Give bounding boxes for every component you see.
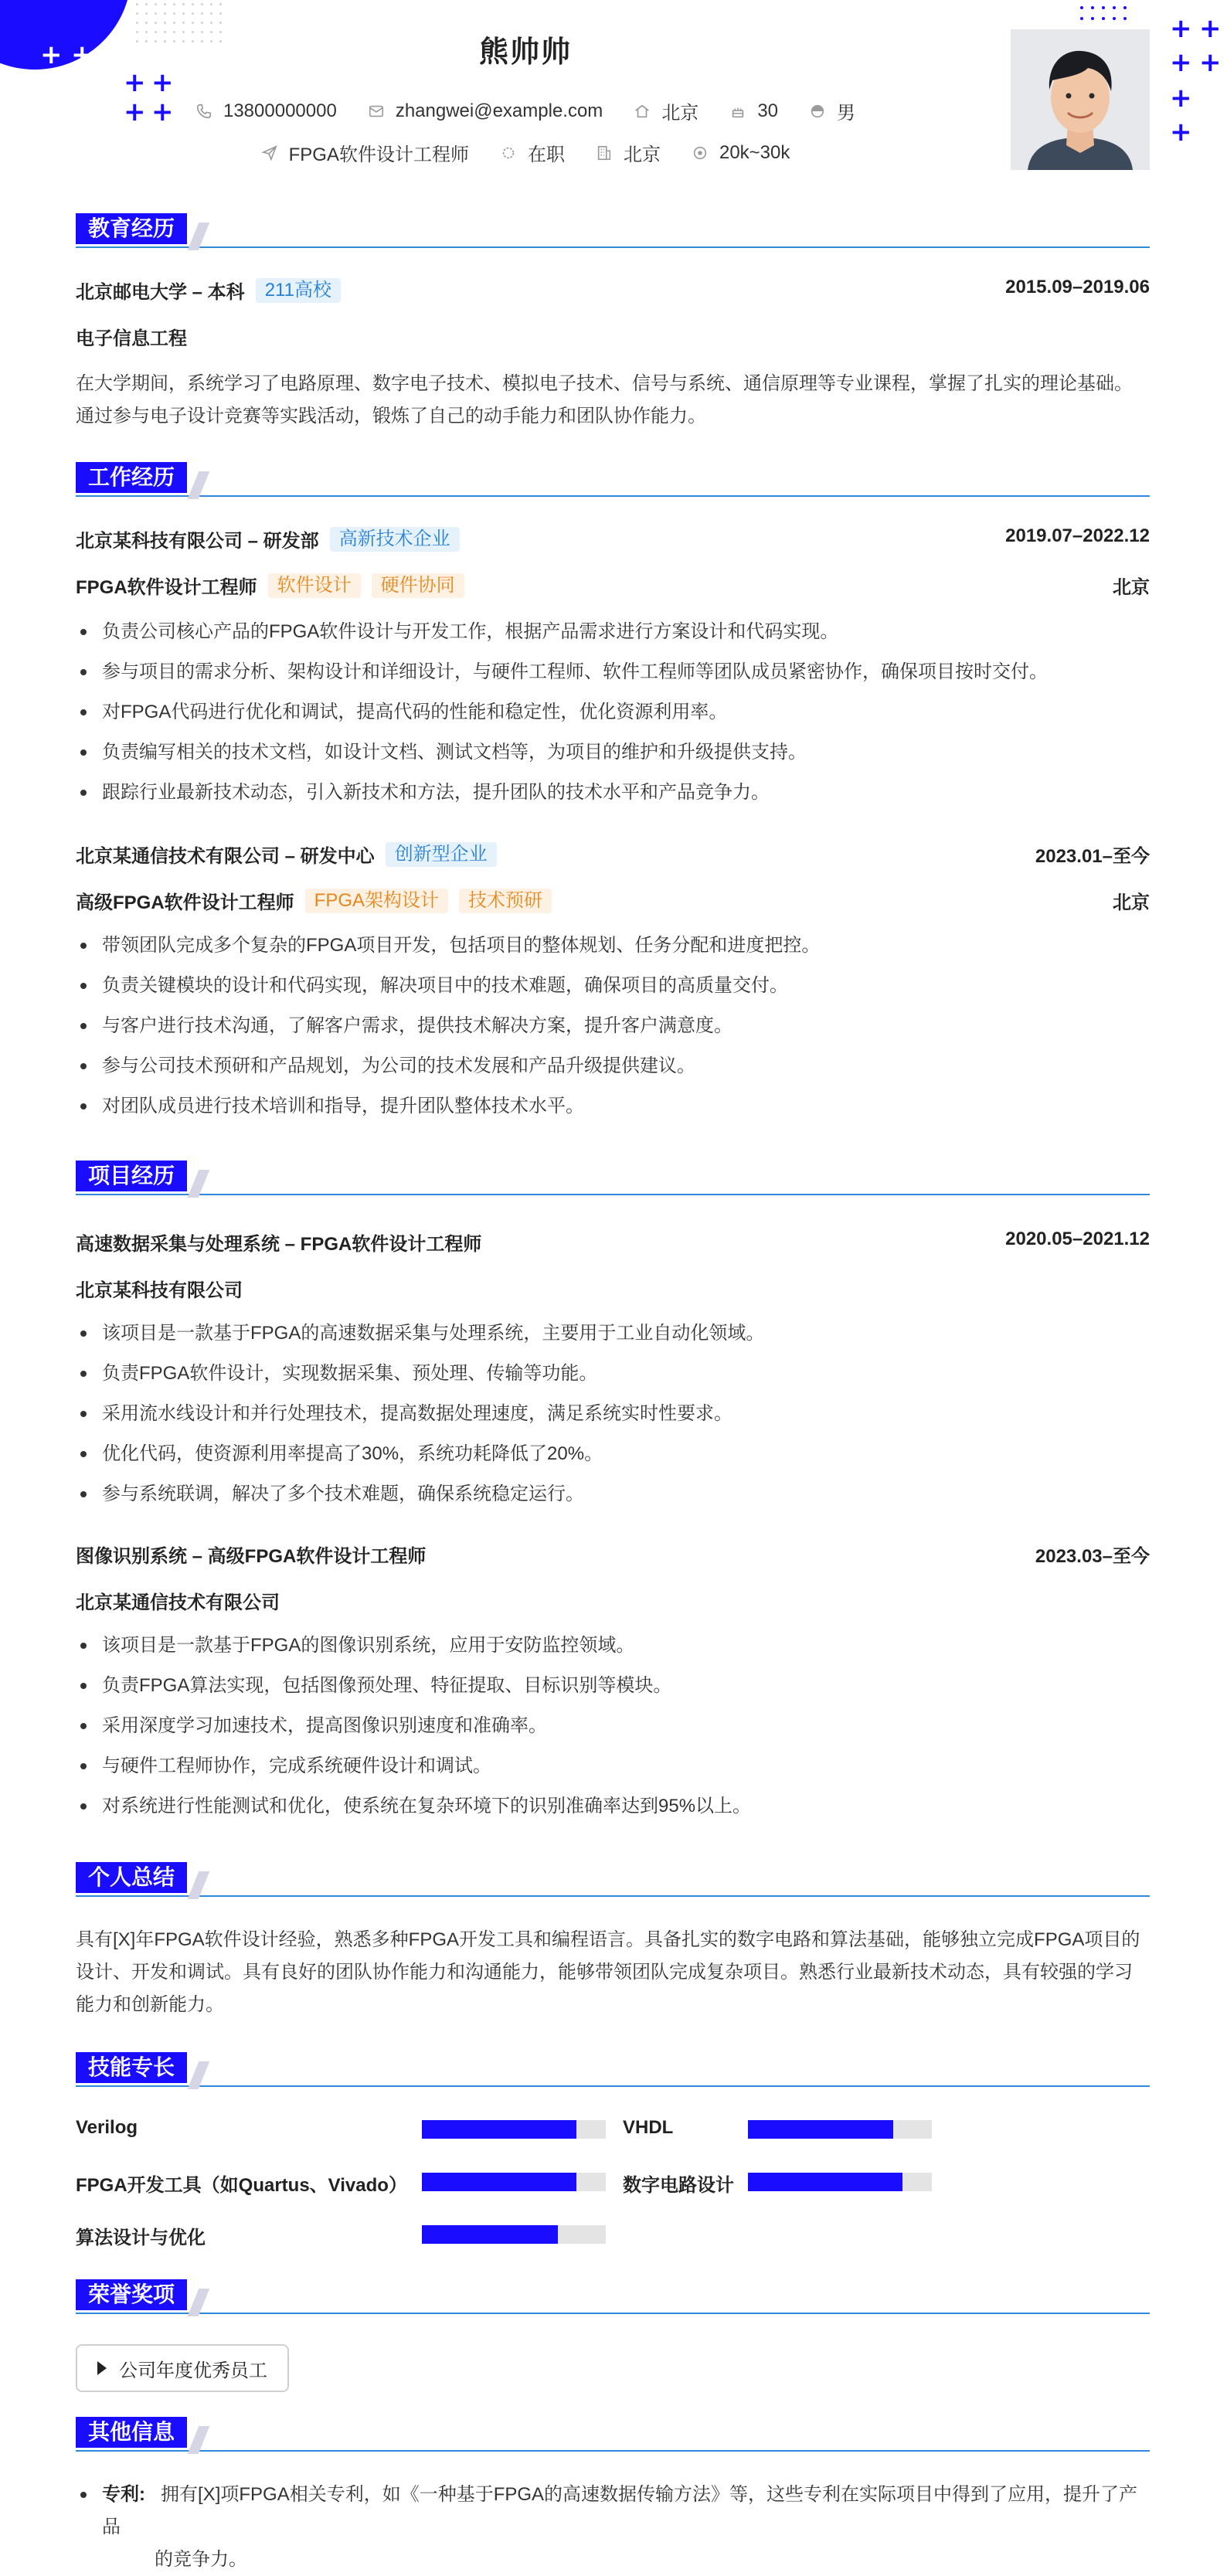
send-icon [261,144,278,161]
skill-bar [422,2225,606,2244]
email-item [368,100,603,122]
skill-bar-fill [422,2120,576,2139]
section-title-awards [76,2279,1150,2313]
mail-icon [368,103,385,120]
job-title-item [261,139,469,166]
city-item [596,139,661,166]
plus-decoration-icon: + [124,97,146,127]
plus-decoration-icon: + [1170,13,1192,44]
work-bullets [76,618,1150,819]
gender-text: 男 [837,103,856,124]
section-label: 工作经历 [76,462,187,493]
section-title-education [76,213,1150,247]
plus-decoration-icon: + [124,67,146,98]
list-item: 与硬件工程师协作，完成系统硬件设计和调试。 [76,1752,1150,1793]
list-item: 该项目是一款基于FPGA的图像识别系统，应用于安防监控领域。 [76,1632,1150,1672]
role-tag: FPGA架构设计 [305,889,448,913]
work-city: 北京 [1113,577,1150,598]
list-item: 对系统进行性能测试和优化，使系统在复杂环境下的识别准确率达到95%以上。 [76,1793,1150,1833]
list-item: 跟踪行业最新技术动态，引入新技术和方法，提升团队的技术水平和产品竞争力。 [76,779,1150,819]
other-text: 拥有[X]项FPGA相关专利，如《一种基于FPGA的高速数据传输方法》等，这些专利在实际项目中得到了应用，提升了产品 [102,2484,1138,2537]
other-info-item [76,2479,1150,2576]
role-name: 高级FPGA软件设计工程师 [76,892,294,913]
education-date: 2015.09–2019.06 [1005,277,1150,297]
role-name: FPGA软件设计工程师 [76,577,257,598]
plus-decoration-icon: + [1199,13,1222,44]
dot-pattern-blue [1080,6,1127,20]
school-name: 北京邮电大学 – 本科 [76,282,245,303]
candidate-name: 熊帅帅 [478,36,572,69]
plus-decoration-icon: + [71,70,93,101]
role-tag: 硬件协同 [372,573,464,598]
work-bullets [76,932,1150,1133]
skill-name: VHDL [623,2117,674,2138]
list-item: 参与系统联调，解决了多个技术难题，确保系统稳定运行。 [76,1480,1150,1521]
building-icon [596,144,613,161]
company-name: 北京某通信技术有限公司 – 研发中心 [76,846,375,867]
section-title-other [76,2417,1150,2451]
summary-line: 能力和创新能力。 [76,1994,224,2015]
other-text-cont: 的竞争力。 [155,2549,247,2570]
list-item: 负责FPGA算法实现，包括图像预处理、特征提取、目标识别等模块。 [76,1672,1150,1712]
plus-decoration-icon: + [40,39,63,70]
list-item: 负责编写相关的技术文档，如设计文档、测试文档等，为项目的维护和升级提供支持。 [76,739,1150,779]
role-tag: 软件设计 [268,573,361,598]
skill-name: 算法设计与优化 [76,2228,206,2248]
job-info-row [0,139,1051,166]
plus-decoration-icon: + [1170,83,1192,114]
summary-line: 具有[X]年FPGA软件设计经验，熟悉多种FPGA开发工具和编程语言。具备扎实的数字电路和算法基础，能够独立完成FPGA项目的 [76,1929,1140,1950]
project-title: 高速数据采集与处理系统 – FPGA软件设计工程师 [76,1234,482,1255]
major-name: 电子信息工程 [76,328,187,349]
gender-item [809,97,855,124]
list-item: 优化代码，使资源利用率提高了30%，系统功耗降低了20%。 [76,1440,1150,1480]
skill-name: Verilog [76,2117,138,2138]
company-badge: 高新技术企业 [330,527,460,552]
project-company-name: 北京某通信技术有限公司 [76,1592,280,1613]
list-item: 对团队成员进行技术培训和指导，提升团队整体技术水平。 [76,1093,1150,1133]
age-item [729,100,778,122]
summary-line: 设计、开发和调试。具有良好的团队协作能力和沟通能力，能够带领团队完成复杂项目。熟悉行业最新技术动态，具有较强的学习 [76,1962,1133,1983]
age-text: 30 [757,100,779,121]
list-item: 负责关键模块的设计和代码实现，解决项目中的技术难题，确保项目的高质量交付。 [76,972,1150,1012]
skill-bar-fill [422,2173,576,2191]
home-icon [634,103,651,120]
role-tag: 技术预研 [459,889,552,913]
education-desc-line: 通过参与电子设计竞赛等实践活动，锻炼了自己的动手能力和团队协作能力。 [76,406,706,427]
plus-decoration-icon: + [71,39,93,70]
section-label: 项目经历 [76,1161,187,1191]
skill-bar-fill [748,2120,893,2139]
section-label: 个人总结 [76,1862,187,1893]
skill-bar-fill [748,2173,902,2191]
skill-bar [422,2173,606,2191]
list-item: 负责公司核心产品的FPGA软件设计与开发工作，根据产品需求进行方案设计和代码实现。 [76,618,1150,658]
project-company-name: 北京某科技有限公司 [76,1280,243,1301]
salary-item [692,142,790,164]
plus-decoration-icon: + [40,70,63,101]
section-title-summary [76,1862,1150,1896]
section-title-work [76,462,1150,496]
status-icon [500,144,517,161]
section-title-projects [76,1161,1150,1195]
phone-number: 13800000000 [223,100,337,121]
skill-bar-fill [422,2225,558,2244]
section-label: 教育经历 [76,213,187,244]
work-date: 2023.01–至今 [1035,846,1150,867]
list-item: 与客户进行技术沟通，了解客户需求，提供技术解决方案，提升客户满意度。 [76,1012,1150,1052]
skill-name: 数字电路设计 [623,2175,734,2196]
phone-item [195,100,337,122]
work-date: 2019.07–2022.12 [1005,525,1150,546]
plus-decoration-icon: + [151,67,174,98]
list-item: 该项目是一款基于FPGA的高速数据采集与处理系统，主要用于工业自动化领域。 [76,1320,1150,1360]
work-city: 北京 [1113,892,1150,913]
plus-decoration-icon: + [151,97,174,127]
play-triangle-icon [97,2361,107,2375]
list-item: 负责FPGA软件设计，实现数据采集、预处理、传输等功能。 [76,1360,1150,1400]
section-label: 荣誉奖项 [76,2279,187,2310]
list-item: 对FPGA代码进行优化和调试，提高代码的性能和稳定性，优化资源利用率。 [76,698,1150,739]
project-date: 2023.03–至今 [1035,1546,1150,1567]
company-name: 北京某科技有限公司 – 研发部 [76,531,319,552]
list-item: 采用深度学习加速技术，提高图像识别速度和准确率。 [76,1712,1150,1752]
status-text: 在职 [527,144,565,165]
other-label: 专利: [102,2484,145,2505]
list-item: 参与公司技术预研和产品规划，为公司的技术发展和产品升级提供建议。 [76,1052,1150,1093]
skill-bar [748,2173,932,2191]
list-item: 参与项目的需求分析、架构设计和详细设计，与硬件工程师、软件工程师等团队成员紧密协作，确保项目按时交付。 [76,658,1150,698]
job-title: FPGA软件设计工程师 [288,144,469,165]
section-title-skills [76,2052,1150,2086]
list-item: 带领团队完成多个复杂的FPGA项目开发，包括项目的整体规划、任务分配和进度把控。 [76,932,1150,972]
age-icon [729,103,746,120]
section-label: 技能专长 [76,2052,187,2083]
project-bullets [76,1320,1150,1521]
school-badge: 211高校 [256,278,341,303]
city-text: 北京 [623,144,661,165]
email-address: zhangwei@example.com [395,100,603,121]
award-label: 公司年度优秀员工 [119,2360,267,2381]
list-item: 采用流水线设计和并行处理技术，提高数据处理速度，满足系统实时性要求。 [76,1400,1150,1440]
skill-name: FPGA开发工具（如Quartus、Vivado） [76,2175,407,2196]
plus-decoration-icon: + [1170,117,1192,148]
project-title: 图像识别系统 – 高级FPGA软件设计工程师 [76,1546,427,1567]
company-badge: 创新型企业 [386,842,497,867]
phone-icon [195,103,212,120]
gender-icon [809,103,826,120]
award-item[interactable] [76,2344,289,2392]
section-label: 其他信息 [76,2417,187,2448]
plus-decoration-icon: + [1199,47,1222,78]
status-item [500,139,565,166]
plus-decoration-icon: + [1170,47,1192,78]
summary-text [76,1924,1150,2021]
education-description [76,368,1150,433]
project-bullets [76,1632,1150,1833]
contact-row [0,97,1051,127]
location-item [634,97,698,124]
skill-bar [422,2120,606,2139]
avatar [1011,29,1150,170]
project-date: 2020.05–2021.12 [1005,1229,1150,1249]
salary-text: 20k~30k [719,141,790,163]
location-text: 北京 [661,103,699,124]
salary-icon [692,144,709,161]
education-desc-line: 在大学期间，系统学习了电路原理、数字电子技术、模拟电子技术、信号与系统、通信原理等专业课程，掌握了扎实的理论基础。 [76,373,1133,394]
skill-bar [748,2120,932,2139]
